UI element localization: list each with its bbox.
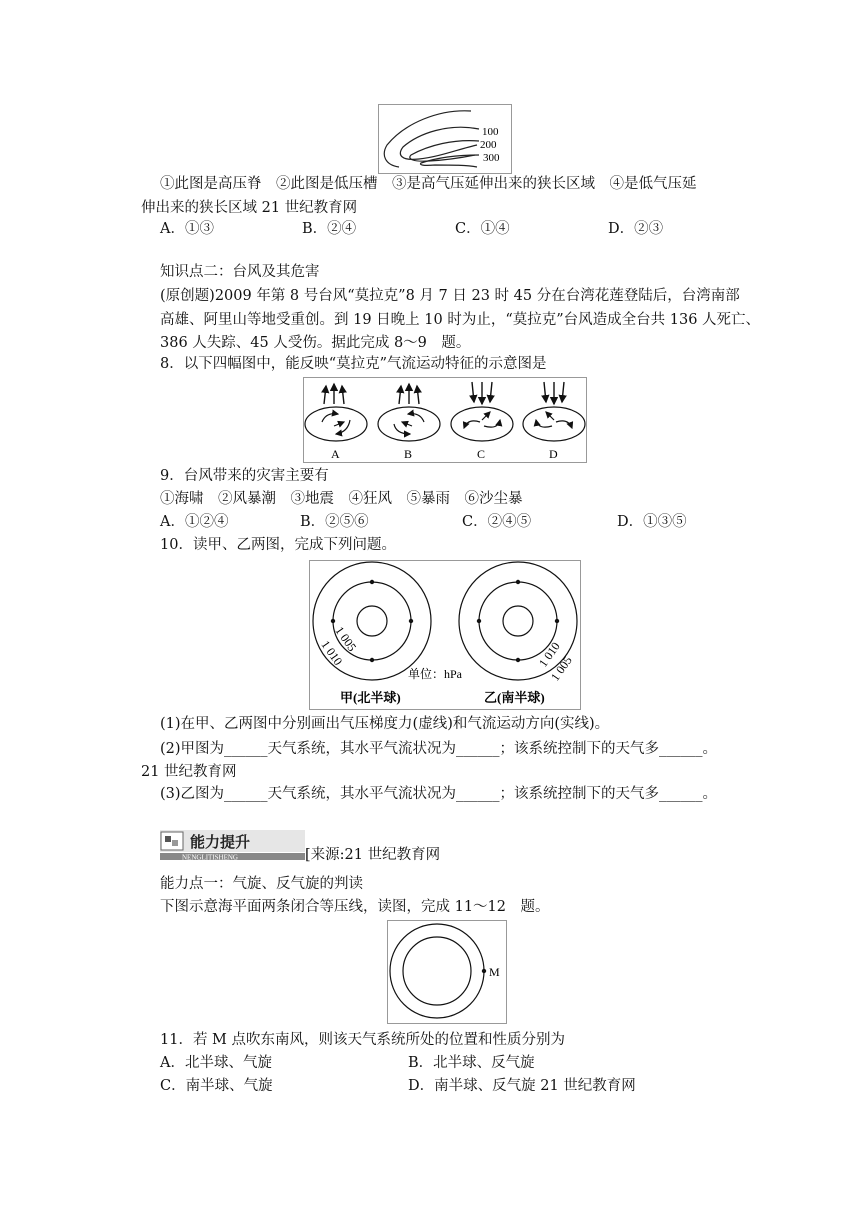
q7-statements-line1: ①此图是高压脊 ②此图是低压槽 ③是高气压延伸出来的狭长区域 ④是低气压延 (160, 176, 697, 192)
pressure-systems-figure (309, 560, 581, 710)
q9-option-d: D．①③⑤ (617, 514, 687, 530)
q11-stem: 11．若 M 点吹东南风，则该天气系统所处的位置和性质分别为 (160, 1032, 566, 1048)
section-badge (160, 830, 305, 860)
q10-part1: (1)在甲、乙两图中分别画出气压梯度力(虚线)和气流运动方向(实线)。 (160, 716, 610, 732)
intro-line: (原创题)2009 年第 8 号台风“莫拉克”8 月 7 日 23 时 45 分在台湾花莲登陆后，台湾南部 (160, 288, 740, 304)
isobar-label-1005: 1 005 (332, 623, 360, 654)
q10-part2: (2)甲图为______天气系统，其水平气流状况为______；该系统控制下的天气多______。 (160, 741, 718, 757)
source-note: [来源:21 世纪教育网 (305, 847, 441, 863)
intro-line: 高雄、阿里山等地受重创。到 19 日晚上 10 时为止，“莫拉克”台风造成全台共 136 人死亡、 (160, 312, 761, 328)
q7-option-c: C．①④ (455, 221, 510, 237)
isobar-label: 200 (480, 139, 497, 151)
diagram-label-a: A (331, 447, 340, 461)
diagram-label-c: C (477, 447, 486, 461)
q11-option-b: B．北半球、反气旋 (408, 1055, 535, 1071)
caption-south: 乙(南半球) (484, 690, 545, 705)
q8-stem: 8．以下四幅图中，能反映“莫拉克”气流运动特征的示意图是 (160, 356, 547, 372)
q7-statements-line2: 伸出来的狭长区域 21 世纪教育网 (141, 200, 358, 216)
q9-option-c: C．②④⑤ (462, 514, 532, 530)
q7-option-a: A．①③ (160, 221, 214, 237)
isobar-label-1005: 1 005 (547, 653, 575, 684)
left-system (313, 562, 431, 680)
q7-option-d: D．②③ (608, 221, 664, 237)
q10-stem: 10．读甲、乙两图，完成下列问题。 (160, 537, 396, 553)
section-intro: 下图示意海平面两条闭合等压线，读图，完成 11～12 题。 (160, 899, 550, 915)
point-m-label: M (489, 965, 500, 979)
isobar-label-1010: 1 010 (318, 637, 346, 668)
q9-items: ①海啸 ②风暴潮 ③地震 ④狂风 ⑤暴雨 ⑥沙尘暴 (160, 491, 523, 507)
caption-north: 甲(北半球) (340, 690, 401, 705)
isobar-trough-figure (378, 104, 512, 174)
diagram-d (523, 382, 585, 441)
q7-option-b: B．②④ (302, 221, 357, 237)
isobar-label-1010: 1 010 (535, 639, 563, 670)
isobar-label: 100 (482, 126, 499, 138)
isobar-label: 300 (483, 152, 500, 164)
diagram-label-d: D (549, 447, 558, 461)
section-title: 能力点一：气旋、反气旋的判读 (160, 876, 363, 892)
intro-line: 386 人失踪、45 人受伤。据此完成 8～9 题。 (160, 335, 471, 351)
q11-option-c: C．南半球、气旋 (160, 1078, 273, 1094)
q10-part2-cont: 21 世纪教育网 (141, 764, 237, 780)
diagram-a (305, 384, 367, 441)
q9-option-a: A．①②④ (160, 514, 229, 530)
q9-option-b: B．②⑤⑥ (300, 514, 369, 530)
section-title: 知识点二：台风及其危害 (160, 264, 320, 280)
diagram-c (451, 382, 513, 441)
q11-option-a: A．北半球、气旋 (160, 1055, 272, 1071)
badge-title: 能力提升 (190, 835, 251, 851)
badge-subtitle: NENGLITISHENG (182, 853, 238, 860)
diagram-b (378, 384, 440, 441)
diagram-label-b: B (404, 447, 413, 461)
q9-stem: 9．台风带来的灾害主要有 (160, 468, 329, 484)
closed-isobars-figure (387, 920, 507, 1024)
typhoon-airflow-figure (303, 377, 587, 463)
q10-part3: (3)乙图为______天气系统，其水平气流状况为______；该系统控制下的天气多______。 (160, 786, 718, 802)
right-system (459, 562, 577, 684)
q11-option-d: D．南半球、反气旋 21 世纪教育网 (408, 1078, 636, 1094)
unit-label: 单位：hPa (408, 667, 463, 681)
